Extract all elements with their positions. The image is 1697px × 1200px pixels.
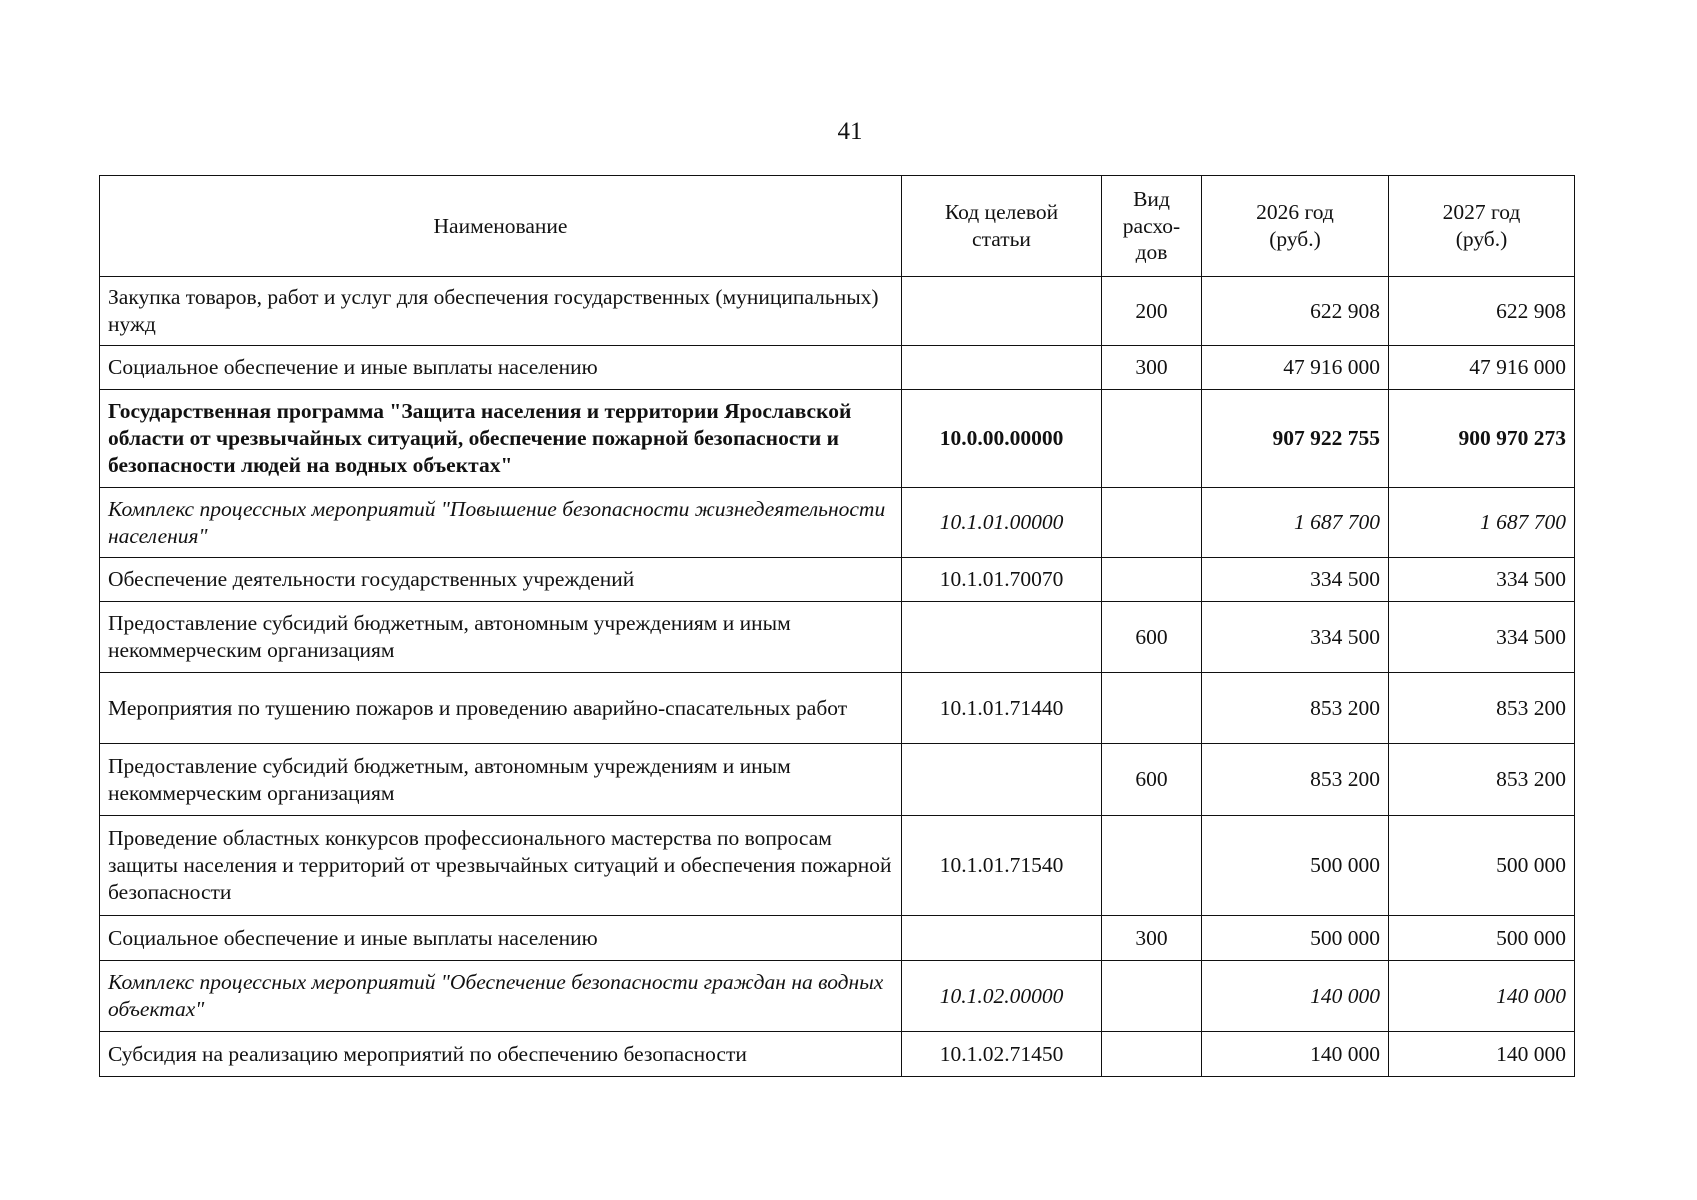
row-code [902,346,1102,390]
row-name: Субсидия на реализацию мероприятий по обеспечению безопасности [100,1032,902,1077]
row-2027: 500 000 [1389,916,1575,961]
row-2027: 1 687 700 [1389,488,1575,558]
row-2026: 907 922 755 [1202,390,1389,488]
table-row [100,744,1575,816]
row-code: 10.1.01.70070 [902,558,1102,602]
row-vid: 300 [1102,346,1202,390]
row-name: Социальное обеспечение и иные выплаты населению [100,346,902,390]
row-vid [1102,488,1202,558]
row-name: Социальное обеспечение и иные выплаты населению [100,916,902,961]
row-code [902,744,1102,816]
table-row [100,488,1575,558]
row-name: Обеспечение деятельности государственных учреждений [100,558,902,602]
row-code: 10.0.00.00000 [902,390,1102,488]
row-code: 10.1.02.71450 [902,1032,1102,1077]
header-code: Код целевой статьи [902,176,1102,277]
table-row [100,816,1575,916]
row-2027: 500 000 [1389,816,1575,916]
row-code: 10.1.01.00000 [902,488,1102,558]
row-2026: 47 916 000 [1202,346,1389,390]
row-name: Проведение областных конкурсов профессионального мастерства по вопросам защиты населения и территорий от чрезвычайных ситуаций и обеспечения пожарной безопасности [100,816,902,916]
table-row [100,558,1575,602]
row-2027: 140 000 [1389,1032,1575,1077]
row-name: Государственная программа "Защита населения и территории Ярославской области от чрезвычайных ситуаций, обеспечение пожарной безопасности и безопасности людей на водных объектах" [100,390,902,488]
row-2027: 140 000 [1389,961,1575,1032]
page-number: 41 [837,118,863,145]
header-2027: 2027 год (руб.) [1389,176,1575,277]
table-row [100,602,1575,673]
header-name: Наименование [100,176,902,277]
row-name: Комплекс процессных мероприятий "Повышение безопасности жизнедеятельности населения" [100,488,902,558]
row-2026: 1 687 700 [1202,488,1389,558]
header-2026: 2026 год (руб.) [1202,176,1389,277]
row-2026: 334 500 [1202,602,1389,673]
row-2027: 853 200 [1389,673,1575,744]
row-code [902,277,1102,346]
row-2026: 334 500 [1202,558,1389,602]
row-name: Комплекс процессных мероприятий "Обеспечение безопасности граждан на водных объектах" [100,961,902,1032]
row-name: Мероприятия по тушению пожаров и проведению аварийно-спасательных работ [100,673,902,744]
row-vid [1102,390,1202,488]
table-row [100,1032,1575,1077]
row-2026: 853 200 [1202,744,1389,816]
row-2027: 334 500 [1389,602,1575,673]
row-code [902,916,1102,961]
row-vid [1102,816,1202,916]
header-vid: Вид расхо-дов [1102,176,1202,277]
row-2026: 853 200 [1202,673,1389,744]
row-2026: 140 000 [1202,1032,1389,1077]
row-code [902,602,1102,673]
row-vid: 600 [1102,744,1202,816]
row-name: Предоставление субсидий бюджетным, автономным учреждениям и иным некоммерческим организациям [100,744,902,816]
row-name: Предоставление субсидий бюджетным, автономным учреждениям и иным некоммерческим организациям [100,602,902,673]
row-code: 10.1.01.71540 [902,816,1102,916]
row-2027: 334 500 [1389,558,1575,602]
row-vid: 200 [1102,277,1202,346]
row-vid: 300 [1102,916,1202,961]
row-2026: 500 000 [1202,816,1389,916]
row-2027: 853 200 [1389,744,1575,816]
table-row [100,961,1575,1032]
row-2026: 622 908 [1202,277,1389,346]
row-vid [1102,673,1202,744]
row-2027: 47 916 000 [1389,346,1575,390]
table-row [100,346,1575,390]
row-2027: 622 908 [1389,277,1575,346]
row-code: 10.1.02.00000 [902,961,1102,1032]
table-row [100,673,1575,744]
row-vid [1102,961,1202,1032]
table-header-row [100,176,1575,277]
table-row [100,390,1575,488]
row-vid: 600 [1102,602,1202,673]
row-name: Закупка товаров, работ и услуг для обеспечения государственных (муниципальных) нужд [100,277,902,346]
row-2026: 500 000 [1202,916,1389,961]
row-code: 10.1.01.71440 [902,673,1102,744]
row-2026: 140 000 [1202,961,1389,1032]
table-row [100,277,1575,346]
row-2027: 900 970 273 [1389,390,1575,488]
row-vid [1102,1032,1202,1077]
row-vid [1102,558,1202,602]
table-body [100,277,1575,1077]
table-row [100,916,1575,961]
budget-table [99,175,1575,1077]
